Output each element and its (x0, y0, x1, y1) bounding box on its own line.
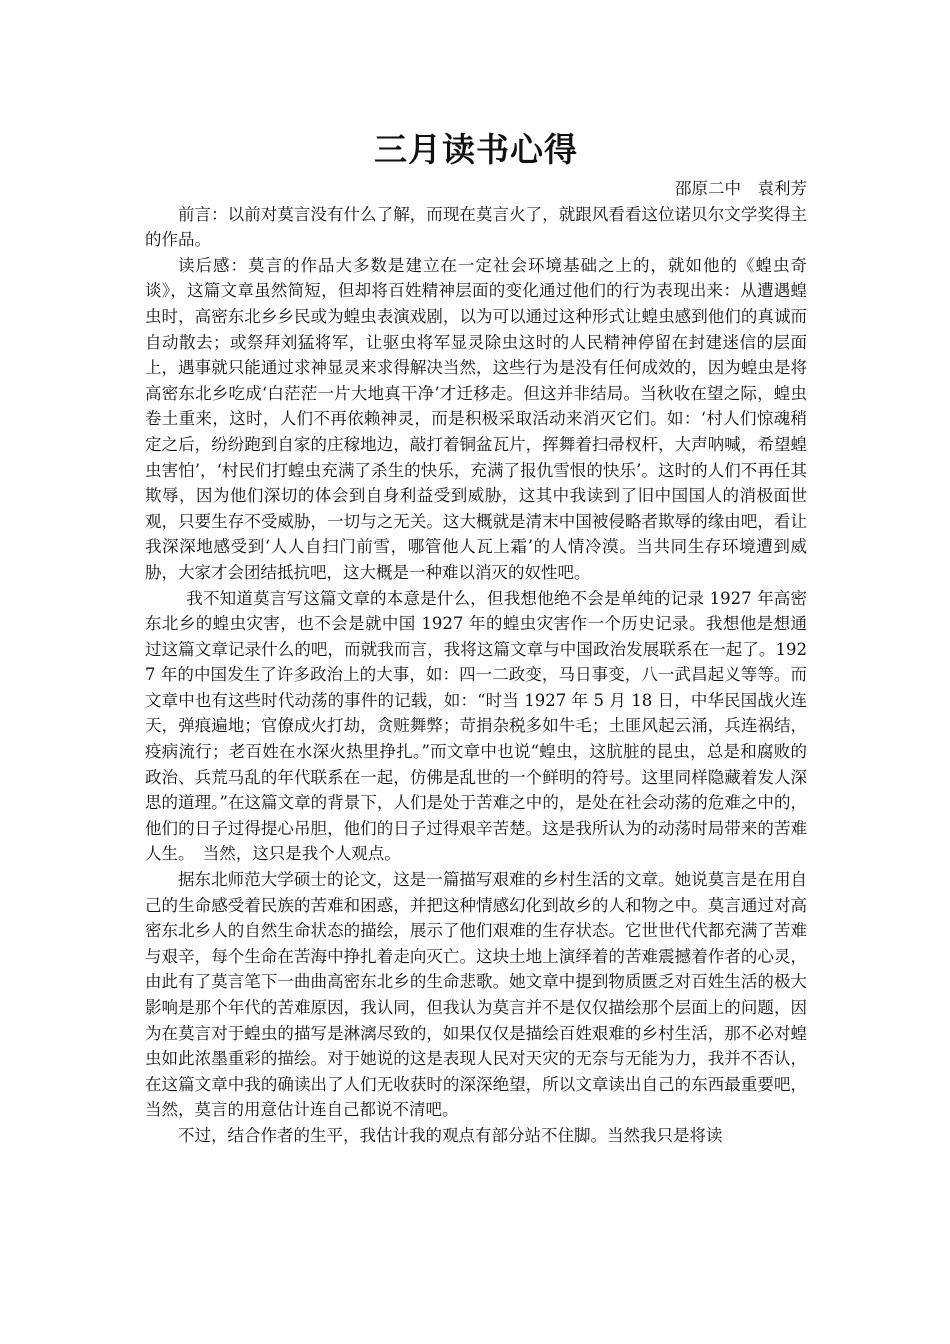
document-page (145, 128, 807, 1149)
document-title: 三月读书心得 (374, 130, 578, 169)
author-line: 邵原二中 袁利芳 (675, 179, 807, 198)
paragraph-preface: 前言：以前对莫言没有什么了解，而现在莫言火了，就跟风看看这位诺贝尔文学奖得主的作品。 (145, 204, 807, 250)
paragraph-interpretation: 我不知道莫言写这篇文章的本意是什么，但我想他绝不会是单纯的记录 1927 年高密东北乡的蝗虫灾害，也不会是就中国 1927 年的蝗虫灾害作一个历史记录。我想他是想通过这篇文章记录什么的吧，而就我而言，我将这篇文章与中国政治发展联系在一起了。1927 年的中国发生了许多政治上的大事，如：四一二政变，马日事变，八一武昌起义等等。而文章中也有这些时代动荡的事件的记载，如：“时当 1927 年 5 月 18 日，中华民国战火连天，弹痕遍地；官僚成火打劫，贪赃舞弊；苛捐杂税多如牛毛；土匪风起云涌，兵连祸结，疫病流行；老百姓在水深火热里挣扎。”而文章中也说“蝗虫，这肮脏的昆虫，总是和腐败的政治、兵荒马乱的年代联系在一起，仿佛是乱世的一个鲜明的符号。这里同样隐藏着发人深思的道理。”在这篇文章的背景下，人们是处于苦难之中的，是处在社会动荡的危难之中的，他们的日子过得提心吊胆，他们的日子过得艰辛苦楚。这是我所认为的动荡时局带来的苦难人生。 当然，这只是我个人观点。 (145, 588, 807, 864)
paragraph-thesis-review: 据东北师范大学硕士的论文，这是一篇描写艰难的乡村生活的文章。她说莫言是在用自己的生命感受着民族的苦难和困惑，并把这种情感幻化到故乡的人和物之中。莫言通过对高密东北乡人的自然生命状态的描绘，展示了他们艰难的生存状态。它世世代代都充满了苦难与艰辛，每个生命在苦海中挣扎着走向灭亡。这块土地上演绎着的苦难震撼着作者的心灵，由此有了莫言笔下一曲曲高密东北乡的生命悲歌。她文章中提到物质匮乏对百姓生活的极大影响是那个年代的苦难原因，我认同，但我认为莫言并不是仅仅描绘那个层面上的问题，因为在莫言对于蝗虫的描写是淋漓尽致的，如果仅仅是描绘百姓艰难的乡村生活，那不必对蝗虫如此浓墨重彩的描绘。对于她说的这是表现人民对天灾的无奈与无能为力，我并不否认，在这篇文章中我的确读出了人们无收获时的深深绝望，所以文章读出自己的东西最重要吧，当然，莫言的用意估计连自己都说不清吧。 (145, 870, 807, 1120)
paragraph-reflection: 读后感：莫言的作品大多数是建立在一定社会环境基础之上的，就如他的《蝗虫奇谈》，这篇文章虽然简短，但却将百姓精神层面的变化通过他们的行为表现出来：从遭遇蝗虫时，高密东北乡乡民或为蝗虫表演戏剧，以为可以通过这种形式让蝗虫感到他们的真诚而自动散去；或祭拜刘猛将军，让驱虫将军显灵除虫这时的人民精神停留在封建迷信的层面上，遇事就只能通过求神显灵来求得解决当然，这些行为是没有任何成效的，因为蝗虫是将高密东北乡吃成‘白茫茫一片大地真干净’才迁移走。但这并非结局。当秋收在望之际，蝗虫卷土重来，这时，人们不再依赖神灵，而是积极采取活动来消灭它们。如：‘村人们惊魂稍定之后，纷纷跑到自家的庄稼地边，敲打着铜盆瓦片，挥舞着扫帚杈杆，大声呐喊，希望蝗虫害怕’，‘村民们打蝗虫充满了杀生的快乐，充满了报仇雪恨的快乐’。这时的人们不再任其欺辱，因为他们深切的体会到自身利益受到威胁，这其中我读到了旧中国国人的消极面世观，只要生存不受威胁，一切与之无关。这大概就是清末中国被侵略者欺辱的缘由吧，看让我深深地感受到‘人人自扫门前雪，哪管他人瓦上霜’的人情冷漠。当共同生存环境遭到威胁，大家才会团结抵抗吧，这大概是一种难以消灭的奴性吧。 (145, 255, 807, 582)
paragraph-closing: 不过，结合作者的生平，我估计我的观点有部分站不住脚。当然我只是将读 (178, 1125, 723, 1145)
